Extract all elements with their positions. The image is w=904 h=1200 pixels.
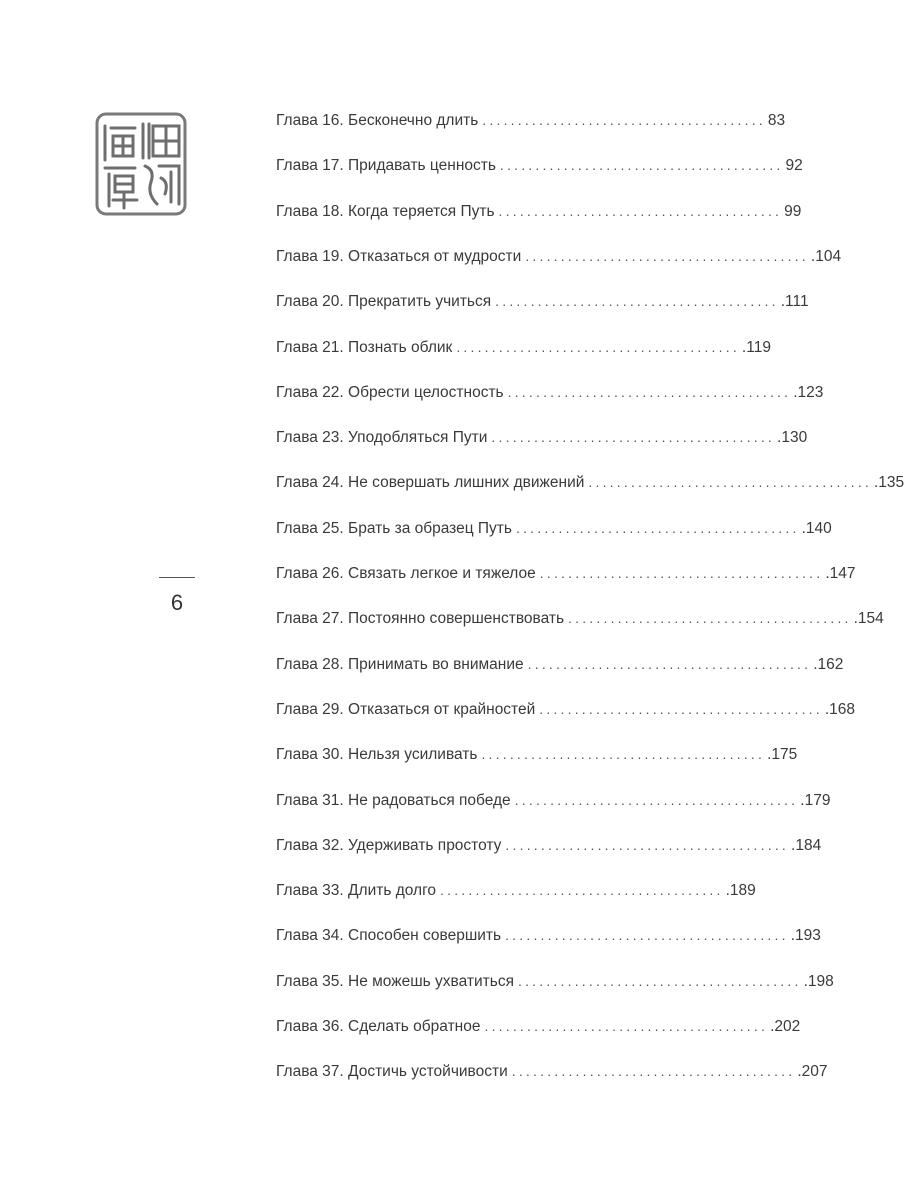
toc-entry-page: .184 [791,836,822,854]
toc-entry-title: Глава 35. Не можешь ухватиться [276,972,514,990]
toc-entry-title: Глава 17. Придавать ценность [276,157,496,175]
toc-entry-title: Глава 22. Обрести целостность [276,383,504,401]
toc-entry-title: Глава 23. Уподобляться Пути [276,429,488,447]
toc-entry-leader: ........................................ [515,519,800,536]
toc-entry-leader: ........................................ [588,474,872,491]
toc-entry-title: Глава 25. Брать за образец Путь [276,519,512,537]
toc-entry-leader: ........................................ [505,836,790,853]
toc-entry-leader: ........................................ [491,429,776,446]
toc-entry-page: .111 [780,293,809,311]
toc-entry-page: .135 [874,474,904,492]
toc-entry [276,833,822,857]
toc-entry-leader: ........................................ [511,1063,796,1080]
toc-entry-leader: ........................................ [525,247,809,264]
toc-entry-title: Глава 29. Отказаться от крайностей [276,700,536,718]
toc-entry-page: .207 [797,1063,828,1081]
toc-entry-page: .193 [790,927,821,945]
toc-entry-leader: ........................................ [507,383,792,400]
toc-entry-page: .175 [767,746,798,764]
toc-entry-page: 92 [785,157,803,175]
toc-entry [276,742,798,766]
toc-entry [276,244,842,268]
toc-entry-page: .202 [770,1018,801,1035]
toc-entry-title: Глава 34. Способен совершить [276,927,502,945]
toc-entry [276,969,834,993]
toc-entry-page: .123 [793,383,824,401]
toc-entry-leader: ........................................ [495,293,779,310]
toc-entry [276,108,786,132]
toc-entry-page: .147 [825,565,856,582]
toc-entry-title: Глава 37. Достичь устойчивости [276,1063,508,1081]
toc-entry [276,923,821,947]
seal-stamp-icon [95,112,187,216]
toc-entry [276,652,844,676]
toc-entry-page: .104 [810,247,842,265]
toc-entry [276,878,756,902]
toc-entry-title: Глава 20. Прекратить учиться [276,293,492,311]
toc-entry-title: Глава 27. Постоянно совершенствовать [276,610,565,628]
toc-entry-title: Глава 18. Когда теряется Путь [276,202,495,220]
toc-entry-page: .168 [824,700,856,718]
toc-entry-page: .198 [803,972,834,990]
toc-entry-title: Глава 31. Не радоваться победе [276,791,511,809]
toc-entry [276,1014,801,1038]
toc-entry-title: Глава 26. Связать легкое и тяжелое [276,565,536,582]
toc-entry-title: Глава 36. Сделать обратное [276,1018,481,1035]
toc-entry [276,380,824,404]
toc-entry-title: Глава 16. Бесконечно длить [276,112,479,129]
toc-entry-title: Глава 28. Принимать во внимание [276,655,524,673]
toc-entry-page: .162 [813,655,844,673]
page-number-block [159,577,195,614]
toc-entry-leader: ........................................ [539,700,823,717]
toc-entry-leader: ........................................ [498,202,783,219]
toc-entry-leader: ........................................ [484,1018,769,1034]
toc-entry [276,470,904,494]
page-number: 6 [170,590,184,615]
seal-stamp [95,112,187,216]
toc-entry-page: .154 [853,610,884,628]
toc-entry-title: Глава 21. Познать облик [276,338,453,356]
toc-entry [276,516,832,540]
toc-entry-page: 83 [767,112,786,129]
toc-entry-leader: ........................................ [527,655,812,672]
toc-entry-title: Глава 30. Нельзя усиливать [276,746,478,764]
toc-entry-leader: ........................................ [456,338,740,355]
toc-entry-leader: ........................................ [505,927,789,944]
toc-entry-title: Глава 32. Удерживать простоту [276,836,502,854]
toc-entry-leader: ........................................ [539,565,824,581]
page-number-rule [159,577,195,578]
toc-entry-leader: ........................................ [440,882,724,899]
toc-entry-page: .130 [777,429,808,447]
toc-entry-title: Глава 24. Не совершать лишних движений [276,474,585,492]
toc-entry-title: Глава 33. Длить долго [276,882,437,900]
toc-entry-leader: ........................................ [568,610,852,627]
toc-entry [276,335,771,359]
toc-entry [276,289,809,313]
toc-entry-leader: ........................................ [499,157,784,174]
toc-entry-leader: ........................................ [517,972,802,989]
toc-entry-title: Глава 19. Отказаться от мудрости [276,247,522,265]
toc-entry [276,697,856,721]
toc-entry-leader: ........................................ [514,791,799,808]
toc-entry [276,153,803,177]
toc-entry [276,199,802,223]
toc-entry-page: .179 [800,791,831,809]
toc-entry-page: .189 [725,882,756,900]
toc-entry [276,1059,828,1083]
toc-entry-page: 99 [784,202,802,220]
toc-entry-page: .140 [801,519,832,537]
toc-entry [276,561,856,585]
toc-entry-leader: ........................................ [481,746,766,763]
toc-entry-leader: ........................................ [482,112,766,128]
toc-entry [276,788,831,812]
toc-entry [276,425,808,449]
toc-entry-page: .119 [741,338,771,356]
toc-entry [276,606,884,630]
